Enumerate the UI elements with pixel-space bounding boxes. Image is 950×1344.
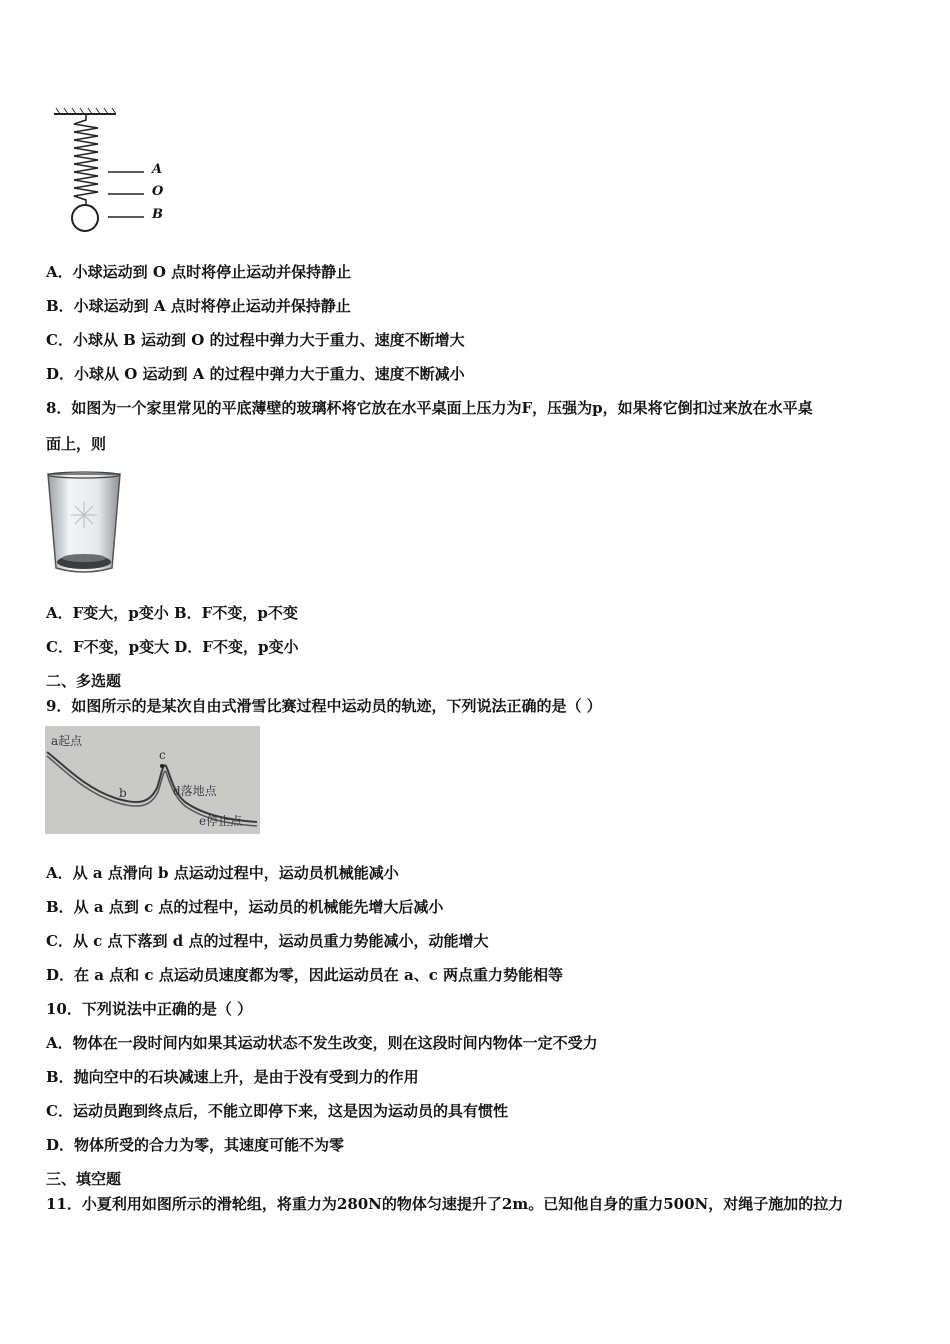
section2-title: 二、多选题 [46, 672, 122, 690]
q8-stem-line1: 8．如图为一个家里常见的平底薄壁的玻璃杯将它放在水平桌面上压力为F，压强为p，如果将它倒扣过来放在水平桌 [46, 399, 813, 417]
q9-option-d: D．在 a 点和 c 点运动员速度都为零，因此运动员在 a、c 两点重力势能相等 [46, 966, 564, 984]
q7-option-d: D．小球从 O 运动到 A 的过程中弹力大于重力、速度不断减小 [46, 365, 465, 383]
label-o: O [152, 184, 164, 199]
section3-title: 三、填空题 [46, 1170, 122, 1188]
q9-option-a: A．从 a 点滑向 b 点运动过程中，运动员机械能减小 [46, 864, 399, 882]
q7-option-a: A．小球运动到 O 点时将停止运动并保持静止 [46, 263, 352, 281]
label-a: A [152, 162, 163, 177]
q9-stem: 9．如图所示的是某次自由式滑雪比赛过程中运动员的轨迹，下列说法正确的是（ ） [46, 697, 602, 715]
q10-option-d: D．物体所受的合力为零，其速度可能不为零 [46, 1136, 345, 1154]
q8-options-row2: C．F不变，p变大 D．F不变，p变小 [46, 638, 299, 656]
ski-label-d: d落地点 [173, 784, 217, 798]
q8-options-row1: A．F变大，p变小 B．F不变，p不变 [46, 604, 298, 622]
ski-label-a: a起点 [51, 734, 83, 748]
q9-option-b: B．从 a 点到 c 点的过程中，运动员的机械能先增大后减小 [46, 898, 444, 916]
glass-figure [44, 470, 124, 580]
q8-stem-line2: 面上，则 [46, 435, 107, 453]
spring-figure [46, 104, 176, 244]
q10-option-b: B．抛向空中的石块减速上升，是由于没有受到力的作用 [46, 1068, 419, 1086]
ski-trajectory-figure [45, 726, 260, 834]
ski-label-c: c [159, 748, 166, 762]
q9-option-c: C．从 c 点下落到 d 点的过程中，运动员重力势能减小，动能增大 [46, 932, 489, 950]
q10-option-a: A．物体在一段时间内如果其运动状态不发生改变，则在这段时间内物体一定不受力 [46, 1034, 598, 1052]
q10-stem: 10．下列说法中正确的是（ ） [46, 1000, 253, 1018]
q10-option-c: C．运动员跑到终点后，不能立即停下来，这是因为运动员的具有惯性 [46, 1102, 508, 1120]
q11-stem: 11．小夏利用如图所示的滑轮组，将重力为280N的物体匀速提升了2m。已知他自身的重力500N，对绳子施加的拉力 [46, 1195, 844, 1213]
q7-option-c: C．小球从 B 运动到 O 的过程中弹力大于重力、速度不断增大 [46, 331, 465, 349]
label-b: B [152, 207, 163, 222]
ski-label-b: b [119, 786, 127, 800]
ski-label-e: e停止点 [199, 814, 243, 828]
q7-option-b: B．小球运动到 A 点时将停止运动并保持静止 [46, 297, 351, 315]
